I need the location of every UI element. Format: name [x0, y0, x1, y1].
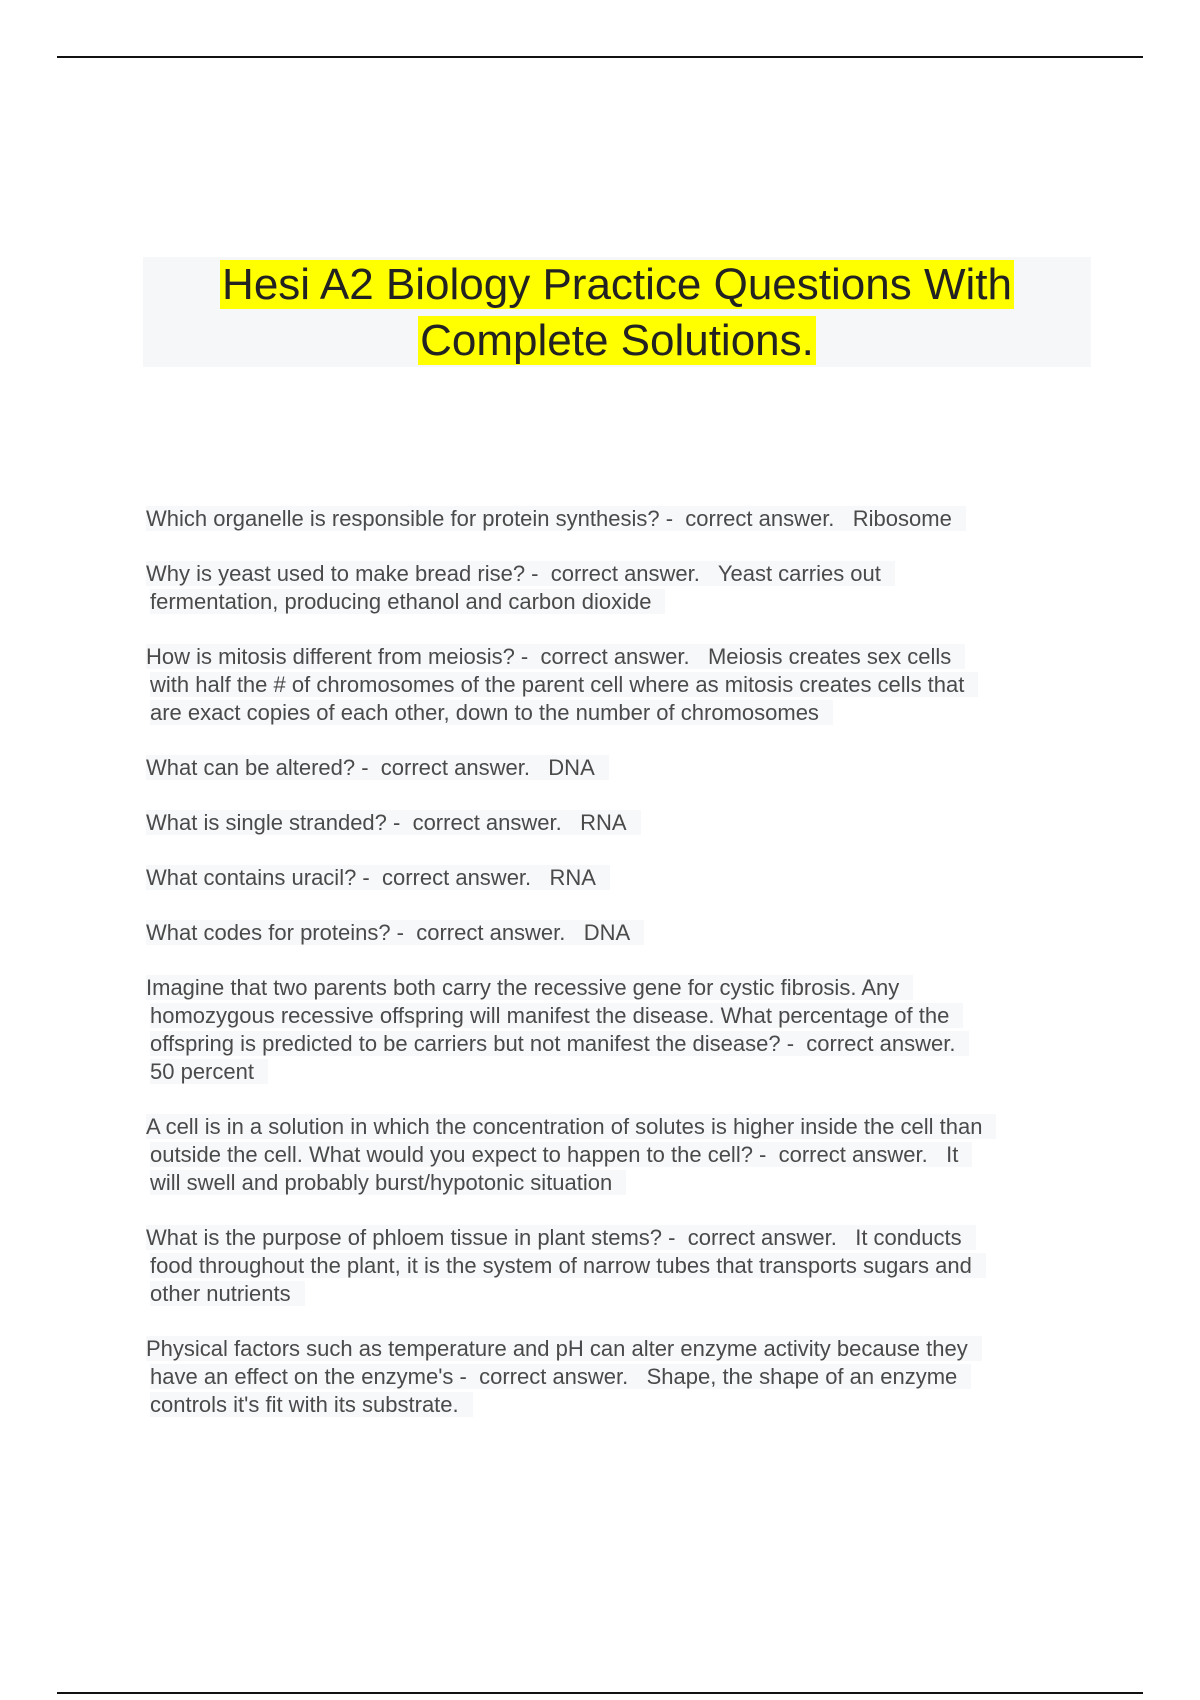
question-line: What is the purpose of phloem tissue in plant stems? - correct answer. It conducts [146, 1224, 1106, 1252]
question-line: fermentation, producing ethanol and carbon dioxide [146, 588, 1106, 616]
question-item [146, 1224, 1106, 1308]
question-line: will swell and probably burst/hypotonic situation [146, 1169, 1106, 1197]
question-line: homozygous recessive offspring will manifest the disease. What percentage of the [146, 1002, 1106, 1030]
question-item [146, 643, 1106, 727]
question-line: What can be altered? - correct answer. DNA [146, 754, 1106, 782]
question-item [146, 1113, 1106, 1197]
question-item [146, 809, 1106, 837]
question-line: with half the # of chromosomes of the parent cell where as mitosis creates cells that [146, 671, 1106, 699]
question-item [146, 1335, 1106, 1419]
question-line: 50 percent [146, 1058, 1106, 1086]
question-line: Physical factors such as temperature and pH can alter enzyme activity because they [146, 1335, 1106, 1363]
question-line: outside the cell. What would you expect to happen to the cell? - correct answer. It [146, 1141, 1106, 1169]
question-line: have an effect on the enzyme's - correct answer. Shape, the shape of an enzyme [146, 1363, 1106, 1391]
question-item [146, 505, 1106, 533]
title-line: Complete Solutions. [420, 316, 814, 365]
question-line: are exact copies of each other, down to the number of chromosomes [146, 699, 1106, 727]
question-line: food throughout the plant, it is the system of narrow tubes that transports sugars and [146, 1252, 1106, 1280]
document-title [143, 257, 1091, 367]
question-line: Why is yeast used to make bread rise? - correct answer. Yeast carries out [146, 560, 1106, 588]
top-divider [57, 56, 1143, 58]
bottom-divider [57, 1692, 1143, 1694]
question-item [146, 864, 1106, 892]
title-line: Hesi A2 Biology Practice Questions With [222, 260, 1012, 309]
question-line: Which organelle is responsible for protein synthesis? - correct answer. Ribosome [146, 505, 1106, 533]
question-line: How is mitosis different from meiosis? - correct answer. Meiosis creates sex cells [146, 643, 1106, 671]
question-item [146, 560, 1106, 616]
question-line: offspring is predicted to be carriers but not manifest the disease? - correct answer. [146, 1030, 1106, 1058]
question-line: A cell is in a solution in which the concentration of solutes is higher inside the cell than [146, 1113, 1106, 1141]
question-line: controls it's fit with its substrate. [146, 1391, 1106, 1419]
question-line: Imagine that two parents both carry the recessive gene for cystic fibrosis. Any [146, 974, 1106, 1002]
question-line: What contains uracil? - correct answer. RNA [146, 864, 1106, 892]
question-line: other nutrients [146, 1280, 1106, 1308]
question-item [146, 754, 1106, 782]
question-list [146, 505, 1106, 1446]
question-line: What codes for proteins? - correct answer. DNA [146, 919, 1106, 947]
question-item [146, 974, 1106, 1086]
question-line: What is single stranded? - correct answer. RNA [146, 809, 1106, 837]
question-item [146, 919, 1106, 947]
